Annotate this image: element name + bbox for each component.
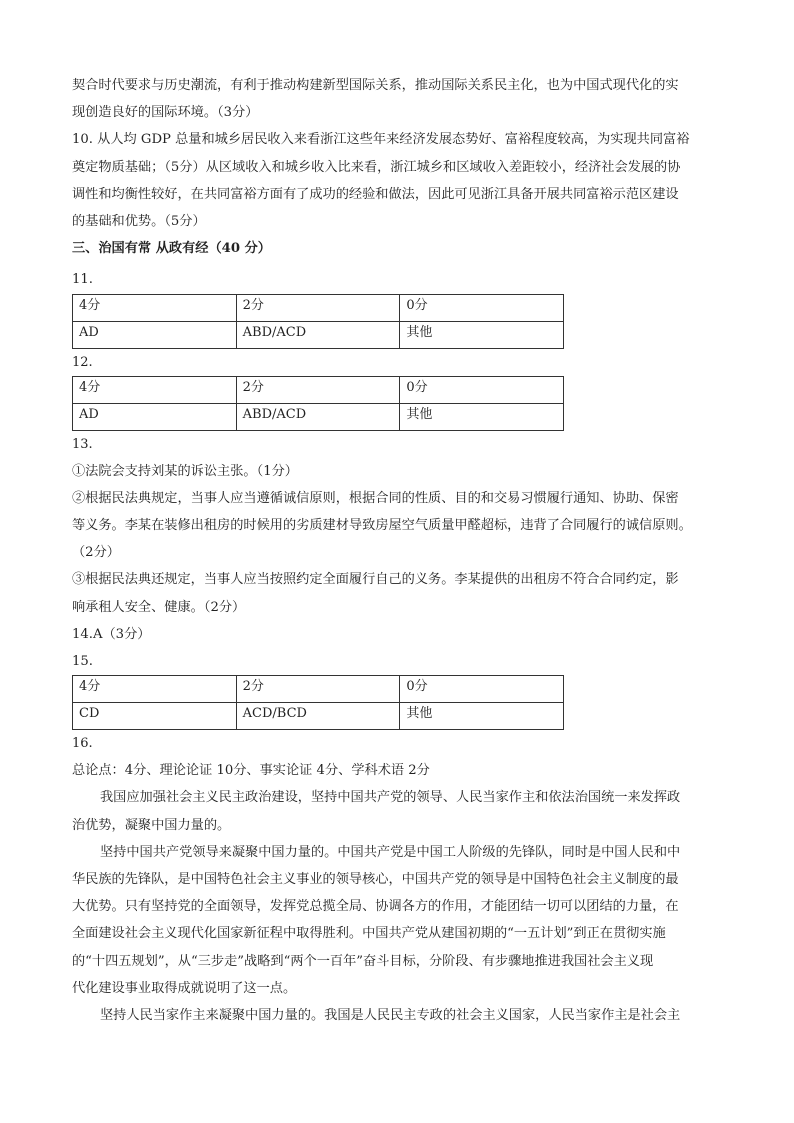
table-cell: 其他 — [400, 321, 564, 348]
q16-para1-line: 我国应加强社会主义民主政治建设，坚持中国共产党的领导、人民当家作主和依法治国统一来发挥政 — [100, 790, 681, 806]
answer-page — [72, 72, 732, 1029]
table-cell: CD — [73, 703, 237, 730]
q16-para1-line: 治优势，凝聚中国力量的。 — [72, 817, 231, 833]
q15-score-table — [72, 675, 564, 730]
table-cell: AD — [73, 403, 237, 430]
table-row — [73, 703, 564, 730]
q16-scoring: 总论点：4分、理论论证 10分、事实论证 4分、学科术语 2分 — [72, 763, 430, 779]
table-cell: ABD/ACD — [236, 403, 400, 430]
section-heading: 三、治国有常 从政有经（40 分） — [72, 241, 271, 257]
q12-score-table — [72, 376, 564, 431]
q16-para2-line: 坚持中国共产党领导来凝聚中国力量的。中国共产党是中国工人阶级的先锋队，同时是中国人民和中 — [100, 844, 681, 860]
q11-score-table — [72, 294, 564, 349]
table-cell: 2分 — [236, 376, 400, 403]
table-row — [73, 403, 564, 430]
table-row — [73, 676, 564, 703]
table-cell: 4分 — [73, 376, 237, 403]
table-cell: 2分 — [236, 294, 400, 321]
q10-line: 的基础和优势。（5分） — [72, 214, 206, 230]
table-row — [73, 321, 564, 348]
table-row — [73, 294, 564, 321]
q10-line: 10. 从人均 GDP 总量和城乡居民收入来看浙江这些年来经济发展态势好、富裕程度较高，为实现共同富裕 — [72, 132, 690, 148]
table-cell: ACD/BCD — [236, 703, 400, 730]
q16-para2-line: 大优势。只有坚持党的全面领导，发挥党总揽全局、协调各方的作用，才能团结一切可以团结的力量，在 — [72, 899, 679, 915]
q16-para3-line: 坚持人民当家作主来凝聚中国力量的。我国是人民民主专政的社会主义国家，人民当家作主是社会主 — [100, 1008, 681, 1024]
table-cell: 0分 — [400, 376, 564, 403]
table-cell: 0分 — [400, 294, 564, 321]
table-cell: 其他 — [400, 703, 564, 730]
table-cell: 0分 — [400, 676, 564, 703]
q16-para2-line: 全面建设社会主义现代化国家新征程中取得胜利。中国共产党从建国初期的“一五计划”到正在贯彻实施 — [72, 926, 666, 942]
q16-para2-line: 的“十四五规划”，从“三步走”战略到“两个一百年”奋斗目标，分阶段、有步骤地推进我国社会主义现 — [72, 953, 654, 969]
table-cell: 4分 — [73, 294, 237, 321]
q13-number: 13. — [72, 436, 93, 452]
q13-line: 响承租人安全、健康。（2分） — [72, 599, 246, 615]
q13-line: ①法院会支持刘某的诉讼主张。（1分） — [72, 463, 298, 479]
q13-line: ②根据民法典规定，当事人应当遵循诚信原则，根据合同的性质、目的和交易习惯履行通知、协助、保密 — [72, 490, 679, 506]
q16-para2-line: 代化建设事业取得成就说明了这一点。 — [72, 980, 297, 996]
q13-line: ③根据民法典还规定，当事人应当按照约定全面履行自己的义务。李某提供的出租房不符合合同约定，影 — [72, 572, 679, 588]
q16-number: 16. — [72, 736, 93, 752]
q9-tail-line: 契合时代要求与历史潮流，有利于推动构建新型国际关系，推动国际关系民主化，也为中国式现代化的实 — [72, 78, 679, 93]
q9-tail-line: 现创造良好的国际环境。（3分） — [72, 105, 259, 121]
q13-line: （2分） — [72, 545, 120, 561]
table-cell: AD — [73, 321, 237, 348]
q10-line: 调性和均衡性较好，在共同富裕方面有了成功的经验和做法，因此可见浙江具备开展共同富裕示范区建设 — [72, 186, 679, 202]
table-cell: 其他 — [400, 403, 564, 430]
table-cell: 4分 — [73, 676, 237, 703]
q16-para2-line: 华民族的先锋队，是中国特色社会主义事业的领导核心，中国共产党的领导是中国特色社会主义制度的最 — [72, 872, 679, 888]
table-cell: 2分 — [236, 676, 400, 703]
q11-number: 11. — [72, 272, 93, 288]
q12-number: 12. — [72, 354, 93, 370]
table-row — [73, 376, 564, 403]
q15-number: 15. — [72, 654, 93, 670]
q14-answer: 14.A（3分） — [72, 626, 151, 642]
table-cell: ABD/ACD — [236, 321, 400, 348]
q13-line: 等义务。李某在装修出租房的时候用的劣质建材导致房屋空气质量甲醛超标，违背了合同履行的诚信原则。 — [72, 518, 692, 534]
q10-line: 奠定物质基础；（5分）从区域收入和城乡收入比来看，浙江城乡和区域收入差距较小，经济社会发展的协 — [72, 159, 681, 175]
